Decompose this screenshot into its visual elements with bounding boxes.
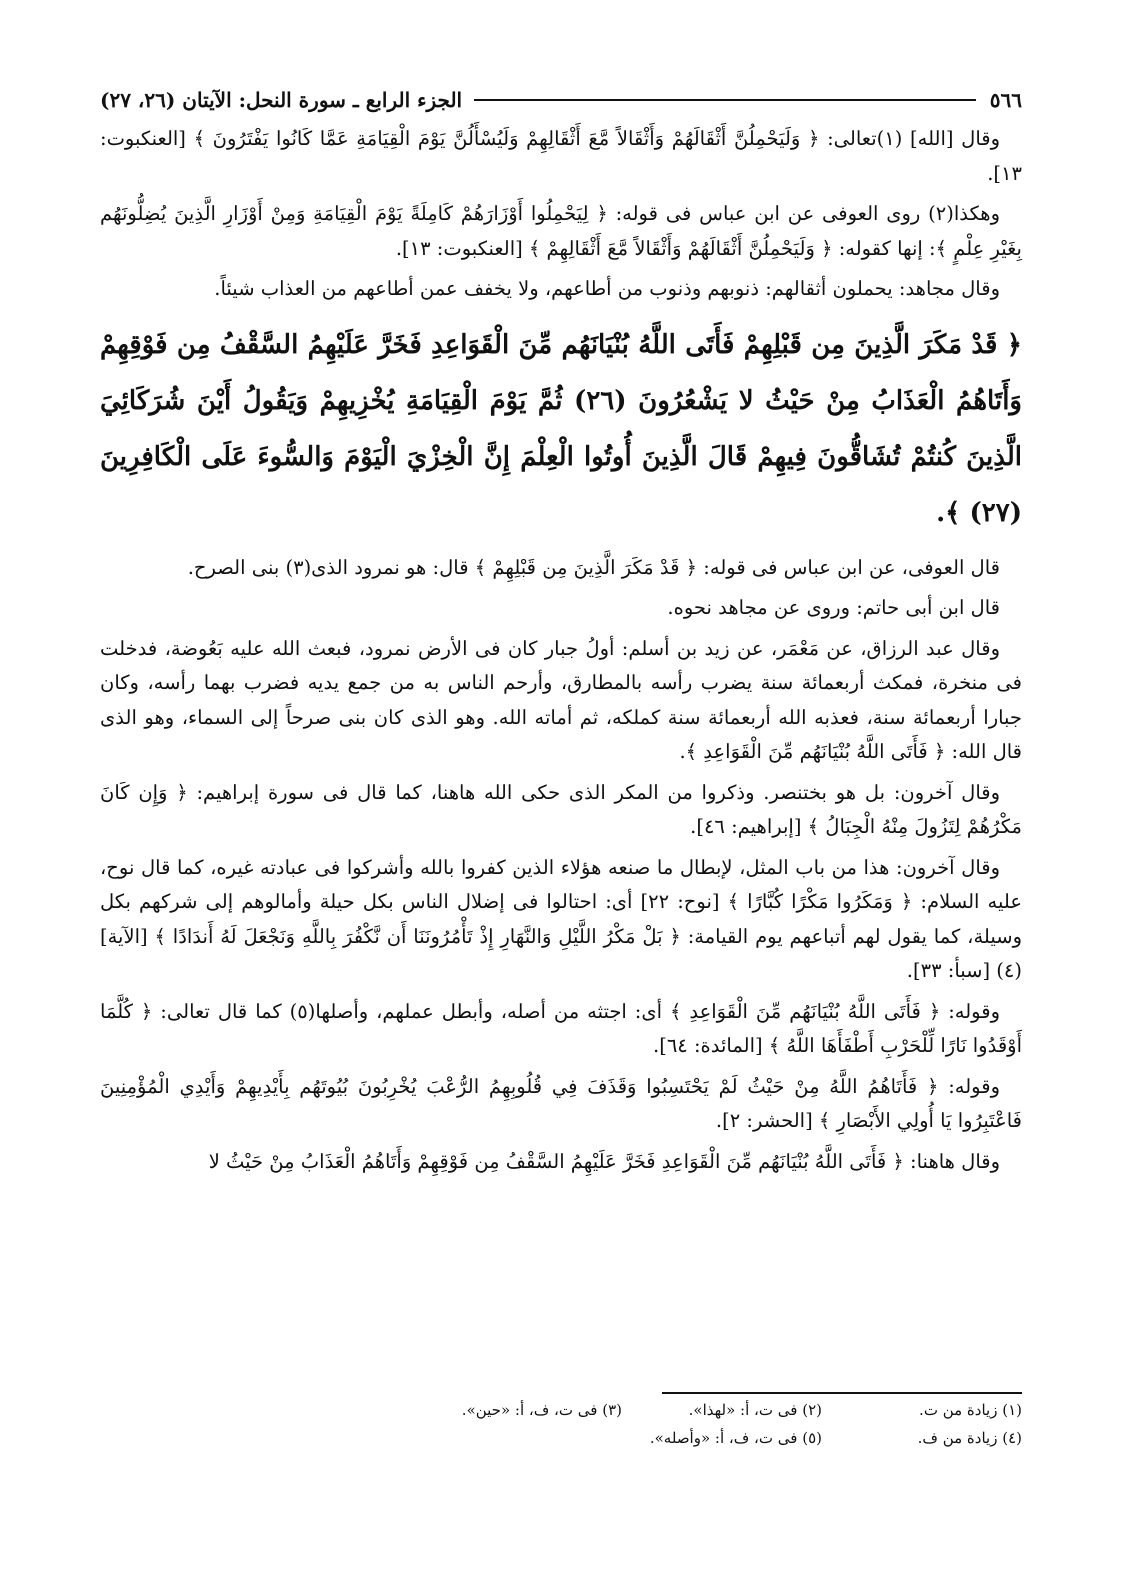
quran-verse: ﴿ قَدْ مَكَرَ الَّذِينَ مِن قَبْلِهِمْ فَأَتَى اللَّهُ بُنْيَانَهُم مِّنَ الْقَوَاعِدِ فَخَرَّ عَلَيْهِمُ السَّقْفُ مِن فَوْقِهِمْ وَأَتَاهُمُ الْعَذَابُ مِنْ حَيْثُ لا يَشْعُرُونَ (٢٦) ثُمَّ يَوْمَ الْقِيَامَةِ يُخْزِيهِمْ وَيَقُولُ أَيْنَ شُرَكَائِيَ الَّذِينَ كُنتُمْ تُشَاقُّونَ فِيهِمْ قَالَ الَّذِينَ أُوتُوا الْعِلْمَ إِنَّ الْخِزْيَ الْيَوْمَ وَالسُّوءَ عَلَى الْكَافِرِينَ (٢٧) ﴾. [100,329,1022,528]
footnote-row [100,1424,1022,1452]
page-number: ٥٦٦ [989,88,1022,112]
paragraph: وقال آخرون: هذا من باب المثل، لإبطال ما صنعه هؤلاء الذين كفروا بالله وأشركوا فى عبادته غيره، كما قال نوح، عليه السلام: ﴿ وَمَكَرُوا مَكْرًا كُبَّارًا ﴾ [نوح: ٢٢] أى: احتالوا فى إضلال الناس بكل حيلة وأمالوهم إلى شركهم بكل وسيلة، كما يقول لهم أتباعهم يوم القيامة: ﴿ بَلْ مَكْرُ اللَّيْلِ وَالنَّهَارِ إِذْ تَأْمُرُونَنَا أَن نَّكْفُرَ بِاللَّهِ وَنَجْعَلَ لَهُ أَندَادًا ﴾ [الآية](٤) [سبأ: ٣٣]. [100,855,1022,982]
paragraph: وقال مجاهد: يحملون أثقالهم: ذنوبهم وذنوب من أطاعهم، ولا يخفف عمن أطاعهم من العذاب شيئاً. [214,277,1000,300]
paragraph: وقال هاهنا: ﴿ فَأَتَى اللَّهُ بُنْيَانَهُم مِّنَ الْقَوَاعِدِ فَخَرَّ عَلَيْهِمُ السَّقْفُ مِن فَوْقِهِمْ وَأَتَاهُمُ الْعَذَابُ مِنْ حَيْثُ لا [208,1149,1000,1173]
footnote: (٤) زيادة من ف. [917,1429,1022,1447]
paragraph: وهكذا(٢) روى العوفى عن ابن عباس فى قوله: ﴿ لِيَحْمِلُوا أَوْزَارَهُمْ كَامِلَةً يَوْمَ الْقِيَامَةِ وَمِنْ أَوْزَارِ الَّذِينَ يُضِلُّونَهُم بِغَيْرِ عِلْمٍ ﴾: إنها كقوله: ﴿ وَلَيَحْمِلُنَّ أَثْقَالَهُمْ وَأَثْقَالاً مَّعَ أَثْقَالِهِمْ ﴾ [العنكبوت: ١٣]. [100,202,1022,260]
page-header [100,84,1022,116]
footnote-row [100,1396,1022,1424]
paragraph: قال العوفى، عن ابن عباس فى قوله: ﴿ قَدْ مَكَرَ الَّذِينَ مِن قَبْلِهِمْ ﴾ قال: هو نمرود الذى(٣) بنى الصرح. [187,555,1000,579]
paragraph: وقال آخرون: بل هو بختنصر. وذكروا من المكر الذى حكى الله هاهنا، كما قال فى سورة إبراهيم: ﴿ وَإِن كَانَ مَكْرُهُمْ لِتَزُولَ مِنْهُ الْجِبَالُ ﴾ [إبراهيم: ٤٦]. [100,780,1022,838]
paragraph: وقال عبد الرزاق، عن مَعْمَر، عن زيد بن أسلم: أولُ جبار كان فى الأرض نمرود، فبعث الله عليه بَعُوضة، فدخلت فى منخرة، فمكث أربعمائة سنة يضرب رأسه بالمطارق، وأرحم الناس به من جمع يديه فضرب بهما رأسه، وكان جبارا أربعمائة سنة، فعذبه الله أربعمائة سنة كملكه، ثم أماته الله. وهو الذى كان بنى صرحاً إلى السماء، وهو الذى قال الله: ﴿ فَأَتَى اللَّهُ بُنْيَانَهُم مِّنَ الْقَوَاعِدِ ﴾. [100,636,1022,763]
paragraph: وقوله: ﴿ فَأَتَاهُمُ اللَّهُ مِنْ حَيْثُ لَمْ يَحْتَسِبُوا وَقَذَفَ فِي قُلُوبِهِمُ الرُّعْبَ يُخْرِبُونَ بُيُوتَهُم بِأَيْدِيهِمْ وَأَيْدِي الْمُؤْمِنِينَ فَاعْتَبِرُوا يَا أُولِي الأَبْصَارِ ﴾ [الحشر: ٢]. [100,1074,1022,1132]
footnote: (٥) فى ت، ف، أ: «وأصله». [649,1429,822,1447]
footnote: (١) زيادة من ت. [919,1401,1022,1419]
header-title: الجزء الرابع ـ سورة النحل: الآيتان (٢٦، ٢٧) [100,88,463,112]
paragraph: قال ابن أبى حاتم: وروى عن مجاهد نحوه. [667,596,1000,619]
page-body [100,122,1022,1185]
paragraph: وقال [الله] (١)تعالى: ﴿ وَلَيَحْمِلُنَّ أَثْقَالَهُمْ وَأَثْقَالاً مَّعَ أَثْقَالِهِمْ وَلَيُسْأَلُنَّ يَوْمَ الْقِيَامَةِ عَمَّا كَانُوا يَفْتَرُونَ ﴾ [العنكبوت: ١٣]. [100,127,1022,185]
footnote-separator [662,1392,1022,1394]
header-rule [474,99,976,101]
footnote: (٢) فى ت، أ: «لهذا». [688,1401,822,1419]
footnote: (٣) فى ت، ف، أ: «حين». [461,1401,622,1419]
paragraph: وقوله: ﴿ فَأَتَى اللَّهُ بُنْيَانَهُم مِّنَ الْقَوَاعِدِ ﴾ أى: اجتثه من أصله، وأبطل عملهم، وأصلها(٥) كما قال تعالى: ﴿ كُلَّمَا أَوْقَدُوا نَارًا لِّلْحَرْبِ أَطْفَأَهَا اللَّهُ ﴾ [المائدة: ٦٤]. [100,999,1022,1057]
footnotes [100,1396,1022,1452]
